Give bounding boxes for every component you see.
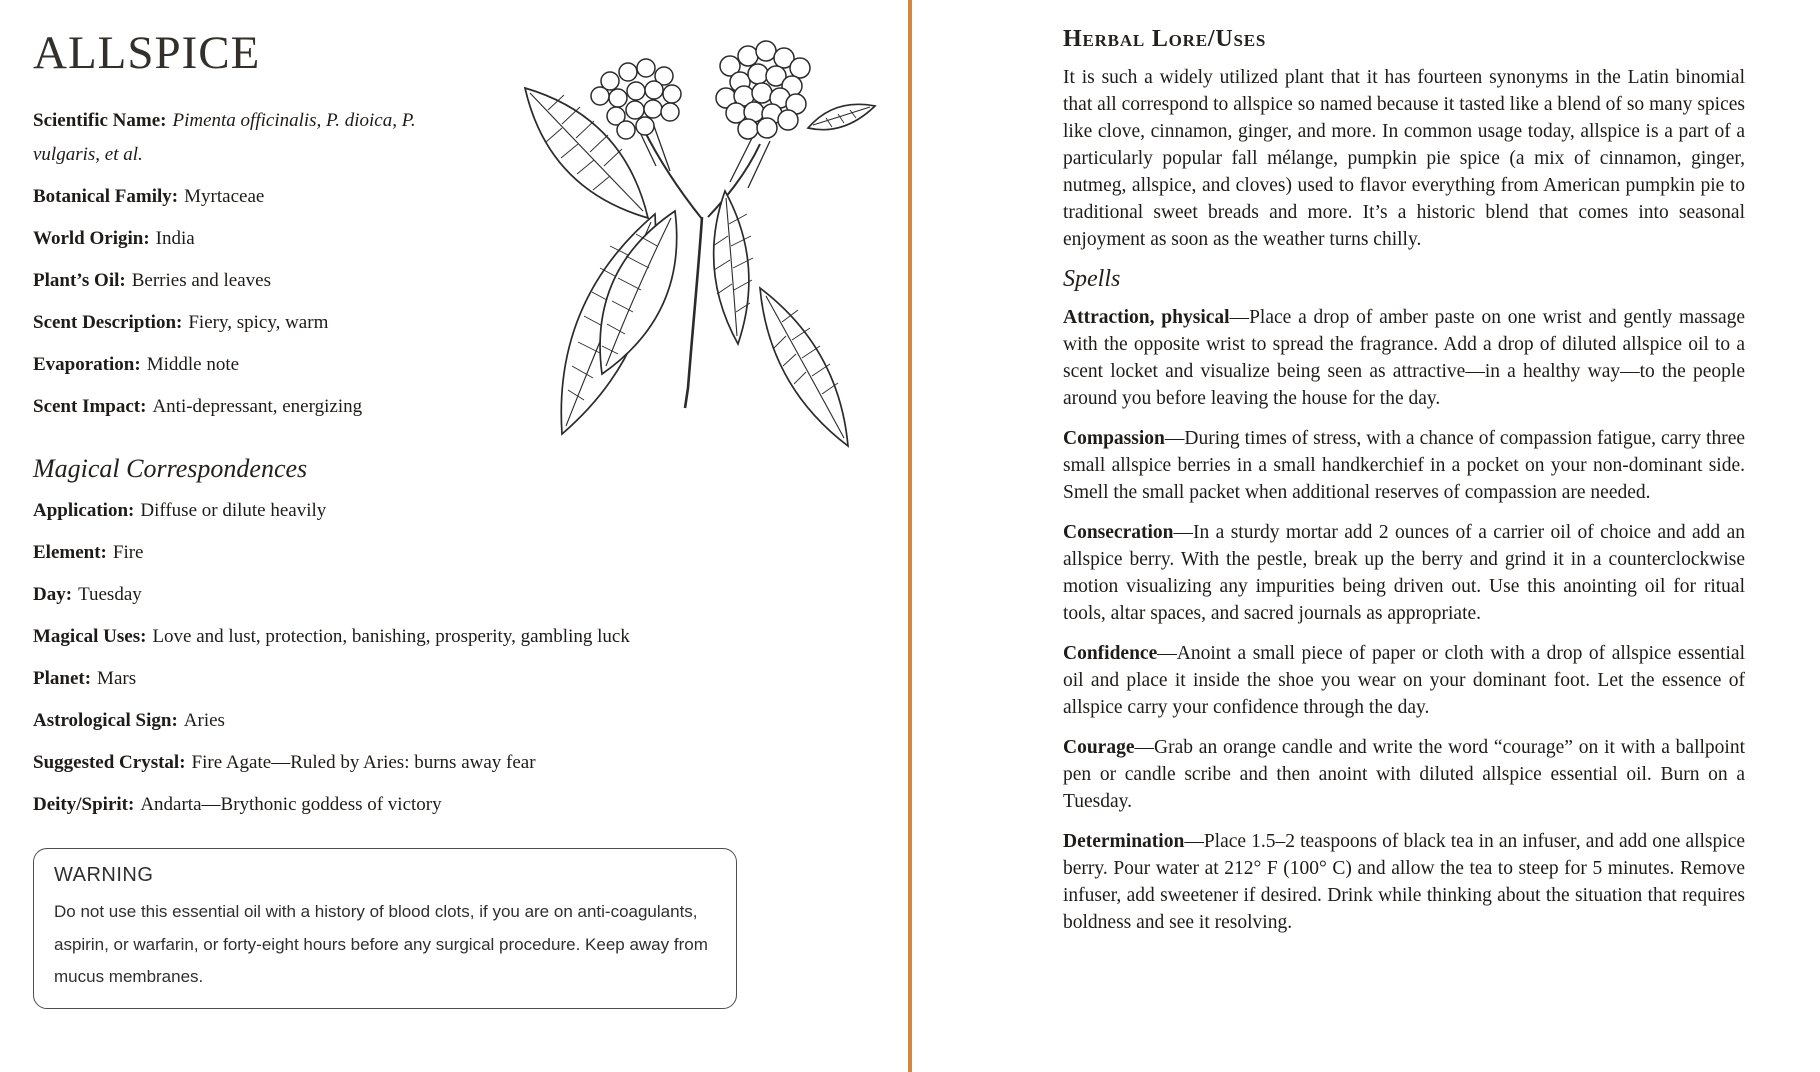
leaves bbox=[525, 88, 875, 446]
attribute-value: India bbox=[155, 228, 195, 249]
spell-name: Confidence bbox=[1063, 643, 1158, 664]
correspondence-value: Mars bbox=[97, 668, 137, 689]
correspondence-row-magical-uses bbox=[33, 620, 725, 654]
left-page bbox=[0, 0, 908, 1072]
spell-paragraph-compassion bbox=[1063, 425, 1745, 506]
attribute-row-world-origin bbox=[33, 222, 465, 256]
spell-name: Courage bbox=[1063, 737, 1135, 758]
correspondence-label: Suggested Crystal: bbox=[33, 752, 186, 773]
attribute-label: Scent Impact: bbox=[33, 396, 147, 417]
correspondence-label: Day: bbox=[33, 584, 73, 605]
intro-paragraph: It is such a widely utilized plant that it has fourteen synonyms in the Latin binomial that all correspond to allspice so named because it tasted like a blend of so many spices like clove, cinnamon, ginger, and more. In common usage today, allspice is a part of a particularly popular fall mélange, pumpkin pie spice (a mix of cinnamon, ginger, nutmeg, allspice, and cloves) used to flavor everything from American pumpkin pie to traditional sweet breads and more. It’s a historic blend that comes into seasonal enjoyment as soon as the weather turns chilly. bbox=[1063, 67, 1745, 250]
attribute-row-scent-impact bbox=[33, 390, 465, 424]
correspondence-value: Tuesday bbox=[78, 584, 142, 605]
attribute-value: Fiery, spicy, warm bbox=[188, 312, 329, 333]
spell-paragraph-consecration bbox=[1063, 519, 1745, 627]
attributes-list bbox=[33, 104, 465, 424]
page-title: ALLSPICE bbox=[33, 27, 261, 79]
attribute-row-scent-description bbox=[33, 306, 465, 340]
correspondence-label: Deity/Spirit: bbox=[33, 794, 135, 815]
spell-text: —Place a drop of amber paste on one wrist and gently massage with the opposite wrist to spread the fragrance. Add a drop of diluted allspice oil to a scent locket and visualize being seen as attractive—in a healthy way—to the people around you before leaving the house for the day. bbox=[1063, 307, 1745, 409]
attribute-row-botanical-family bbox=[33, 180, 465, 214]
attribute-label: Scent Description: bbox=[33, 312, 183, 333]
spell-name: Attraction, physical bbox=[1063, 307, 1230, 328]
correspondence-value: Love and lust, protection, banishing, prosperity, gambling luck bbox=[152, 626, 630, 647]
attribute-label: Botanical Family: bbox=[33, 186, 179, 207]
correspondence-label: Application: bbox=[33, 500, 135, 521]
attribute-row-evaporation bbox=[33, 348, 465, 382]
correspondences-list bbox=[33, 494, 725, 822]
correspondence-row-astrological-sign bbox=[33, 704, 725, 738]
spell-name: Compassion bbox=[1063, 428, 1165, 449]
attribute-label: Scientific Name: bbox=[33, 110, 167, 131]
attribute-value: Pimenta officinalis, P. dioica, P. vulgaris, et al. bbox=[33, 110, 416, 165]
warning-title: WARNING bbox=[54, 864, 154, 886]
attribute-value: Myrtaceae bbox=[184, 186, 265, 207]
correspondence-row-application bbox=[33, 494, 725, 528]
spell-text: —During times of stress, with a chance of compassion fatigue, carry three small allspice berries in a small handkerchief in a pocket on your non-dominant side. Smell the small packet when additional reserves of compassion are needed. bbox=[1063, 428, 1745, 503]
spell-paragraph-attraction bbox=[1063, 304, 1745, 412]
correspondences-heading: Magical Correspondences bbox=[33, 454, 308, 483]
spell-paragraph-courage bbox=[1063, 734, 1745, 815]
correspondence-value: Fire Agate—Ruled by Aries: burns away fear bbox=[191, 752, 536, 773]
spell-text: —Place 1.5–2 teaspoons of black tea in an infuser, and add one allspice berry. Pour water at 212° F (100° C) and allow the tea to steep for 5 minutes. Remove infuser, add sweetener if desired. Drink while thinking about the situation that requires boldness and see it resolving. bbox=[1063, 831, 1745, 933]
correspondence-row-day bbox=[33, 578, 725, 612]
attribute-label: Plant’s Oil: bbox=[33, 270, 126, 291]
correspondence-label: Element: bbox=[33, 542, 107, 563]
stem-lines bbox=[636, 124, 770, 408]
correspondence-row-suggested-crystal bbox=[33, 746, 725, 780]
spell-paragraph-determination bbox=[1063, 828, 1745, 936]
spell-text: —Anoint a small piece of paper or cloth with a drop of allspice essential oil and place it inside the shoe you wear on your dominant foot. Let the essence of allspice carry your confidence through the day. bbox=[1063, 643, 1745, 718]
correspondence-value: Aries bbox=[183, 710, 225, 731]
spell-name: Consecration bbox=[1063, 522, 1174, 543]
correspondence-value: Diffuse or dilute heavily bbox=[140, 500, 327, 521]
attribute-label: World Origin: bbox=[33, 228, 150, 249]
correspondence-label: Magical Uses: bbox=[33, 626, 147, 647]
correspondence-label: Planet: bbox=[33, 668, 92, 689]
correspondence-value: Fire bbox=[112, 542, 144, 563]
spell-text: —Grab an orange candle and write the word “courage” on it with a ballpoint pen or candle scribe and then anoint with diluted allspice essential oil. Burn on a Tuesday. bbox=[1063, 737, 1745, 812]
spells-heading: Spells bbox=[1063, 266, 1121, 292]
attribute-value: Middle note bbox=[146, 354, 240, 375]
warning-text: Do not use this essential oil with a history of blood clots, if you are on anti-coagulants, aspirin, or warfarin, or forty-eight hours before any surgical procedure. Keep away from mucus membranes. bbox=[54, 902, 708, 987]
spell-paragraph-confidence bbox=[1063, 640, 1745, 721]
correspondence-row-deity-spirit bbox=[33, 788, 725, 822]
correspondence-row-planet bbox=[33, 662, 725, 696]
correspondence-value: Andarta—Brythonic goddess of victory bbox=[140, 794, 442, 815]
warning-box bbox=[33, 848, 737, 1009]
attribute-label: Evaporation: bbox=[33, 354, 141, 375]
attribute-value: Anti-depressant, energizing bbox=[152, 396, 363, 417]
right-page bbox=[912, 0, 1820, 1072]
spell-text: —In a sturdy mortar add 2 ounces of a carrier oil of choice and add an allspice berry. With the pestle, break up the berry and grind it in a counterclockwise motion visualizing any impurities being driven out. Use this anointing oil for ritual tools, altar spaces, and sacred journals as appropriate. bbox=[1063, 522, 1745, 624]
attribute-row-scientific-name bbox=[33, 104, 465, 172]
correspondence-row-element bbox=[33, 536, 725, 570]
herbal-lore-heading: Herbal Lore/Uses bbox=[1063, 26, 1267, 52]
attribute-row-plants-oil bbox=[33, 264, 465, 298]
attribute-value: Berries and leaves bbox=[131, 270, 271, 291]
correspondence-label: Astrological Sign: bbox=[33, 710, 178, 731]
spell-name: Determination bbox=[1063, 831, 1185, 852]
